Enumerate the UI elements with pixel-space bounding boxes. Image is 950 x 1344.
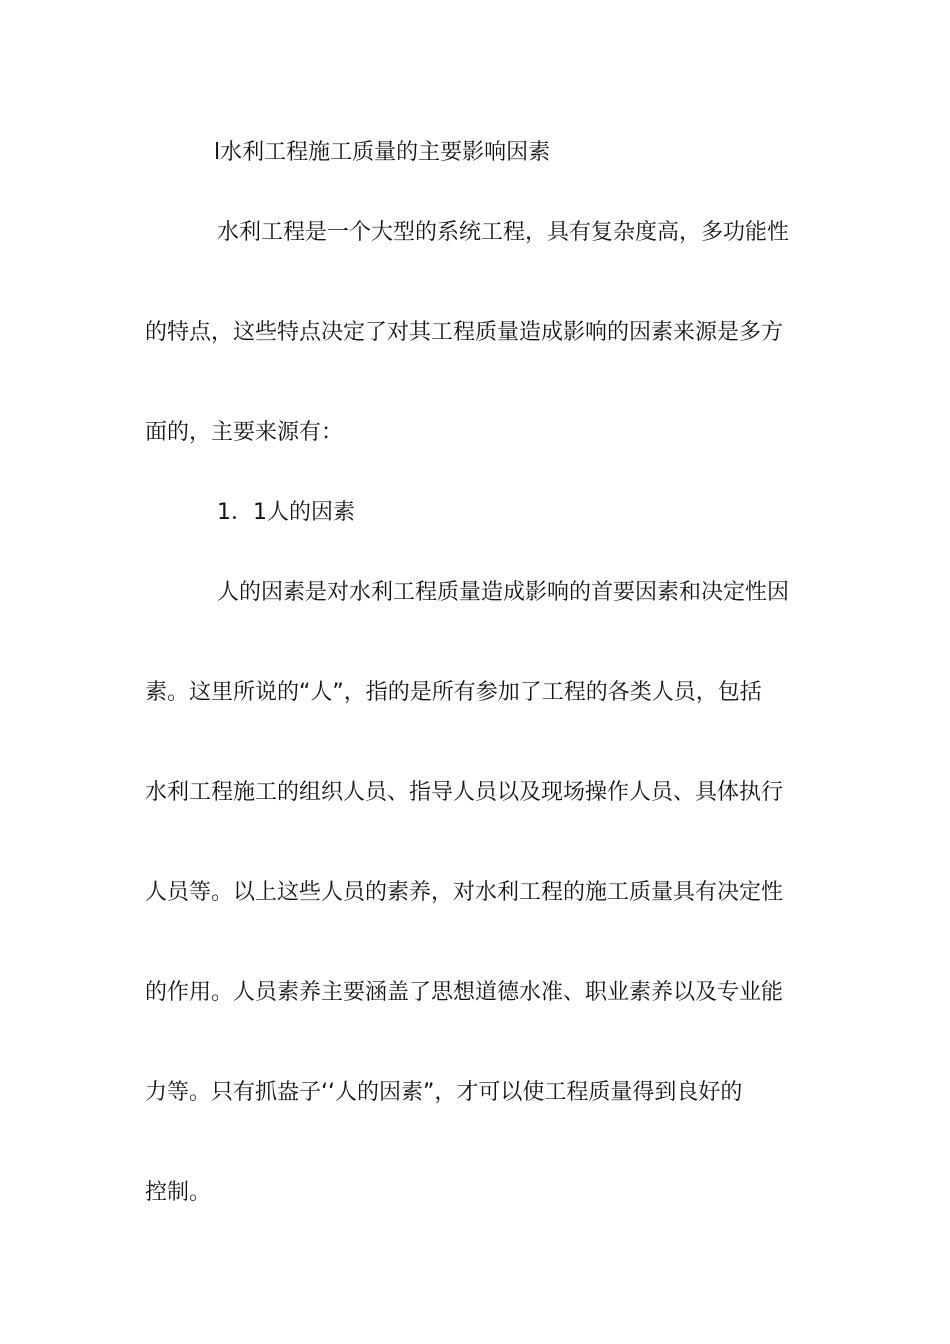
body-line-7: 控制。 xyxy=(145,1180,212,1205)
body-line-3: 水利工程施工的组织人员、指导人员以及现场操作人员、具体执行 xyxy=(145,780,784,805)
body-line-1: 人的因素是对水利工程质量造成影响的首要因素和决定性因 xyxy=(217,580,790,605)
intro-line-1: 水利工程是一个大型的系统工程，具有复杂度高，多功能性 xyxy=(217,220,790,245)
body-line-5: 的作用。人员素养主要涵盖了思想道德水准、职业素养以及专业能 xyxy=(145,980,784,1005)
body-line-2: 素。这里所说的“人”，指的是所有参加了工程的各类人员，包括 xyxy=(145,680,762,705)
body-line-6: 力等。只有抓盎子‘‘人的因素”，才可以使工程质量得到良好的 xyxy=(145,1080,743,1105)
body-line-4: 人员等。以上这些人员的素养，对水利工程的施工质量具有决定性 xyxy=(145,880,784,905)
section-heading: l水利工程施工质量的主要影响因素 xyxy=(214,140,551,165)
subsection-heading: 1．1人的因素 xyxy=(217,500,355,525)
intro-line-3: 面的，主要来源有： xyxy=(145,420,344,445)
intro-line-2: 的特点，这些特点决定了对其工程质量造成影响的因素来源是多方 xyxy=(145,320,784,345)
